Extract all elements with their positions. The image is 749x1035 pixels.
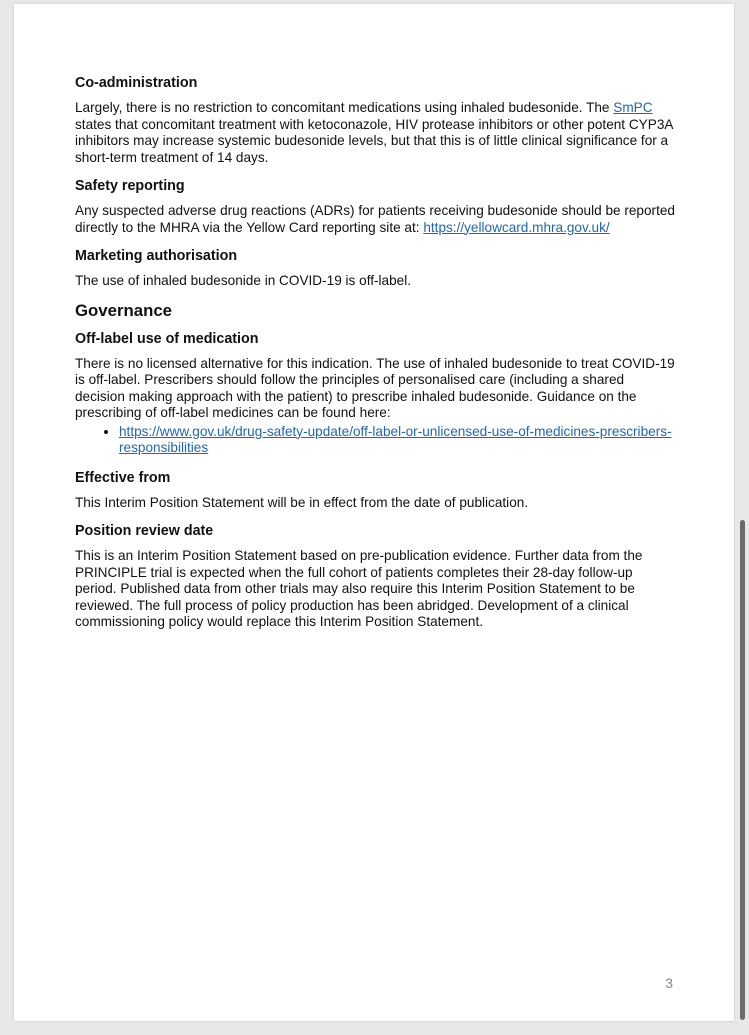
- marketing-authorisation-text: The use of inhaled budesonide in COVID-19 is off-label.: [75, 273, 412, 288]
- coadministration-heading: Co-administration: [75, 75, 198, 91]
- effective-from-text: This Interim Position Statement will be in effect from the date of publication.: [75, 494, 529, 510]
- safety-reporting-text: Any suspected adverse drug reactions (ADRs) for patients receiving budesonide should be reported directly to the MHRA via the Yellow Card reporting site at:: [75, 203, 675, 235]
- position-review-heading: Position review date: [75, 523, 214, 539]
- coadministration-text-start: Largely, there is no restriction to concomitant medications using inhaled budesonide. The: [75, 100, 614, 115]
- coadministration-paragraph: [75, 100, 675, 166]
- governance-heading: Governance: [75, 300, 173, 320]
- safety-reporting-heading: Safety reporting: [75, 178, 185, 194]
- scrollbar-thumb[interactable]: [740, 520, 745, 1020]
- list-item: [119, 424, 675, 457]
- gov-uk-off-label-link[interactable]: https://www.gov.uk/drug-safety-update/off-label-or-unlicensed-use-of-medicines-prescribers-responsibilities: [119, 423, 672, 455]
- page-content: [75, 74, 675, 642]
- smpc-link[interactable]: SmPC: [613, 100, 653, 115]
- yellowcard-link[interactable]: https://yellowcard.mhra.gov.uk/: [423, 219, 610, 235]
- off-label-heading: Off-label use of medication: [75, 330, 259, 347]
- position-review-text: This is an Interim Position Statement based on pre-publication evidence. Further data from the PRINCIPLE trial is expected when the full cohort of patients completes their 28-day follow-up period. Published data from other trials may also require this Interim Position Statement to be reviewed. The full process of policy production has been abridged. Development of a clinical commissioning policy would replace this Interim Position Statement.: [75, 548, 643, 629]
- coadministration-text-end: states that concomitant treatment with ketoconazole, HIV protease inhibitors or other potent CYP3A inhibitors may increase systemic budesonide levels, but that this is of little clinical significance for a short-term treatment of 14 days.: [75, 116, 673, 165]
- marketing-authorisation-heading: Marketing authorisation: [75, 248, 238, 264]
- safety-reporting-paragraph: [75, 203, 675, 236]
- off-label-link-list: [75, 424, 675, 457]
- document-page: [14, 4, 734, 1021]
- off-label-text: There is no licensed alternative for this indication. The use of inhaled budesonide to treat COVID-19 is off-label. Prescribers should follow the principles of personalised care (including a shared decision making approach with the patient) to prescribe inhaled budesonide. Guidance on the prescribing of off-label medicines can be found here:: [75, 355, 675, 420]
- page-number: 3: [665, 975, 673, 991]
- effective-from-heading: Effective from: [75, 469, 171, 486]
